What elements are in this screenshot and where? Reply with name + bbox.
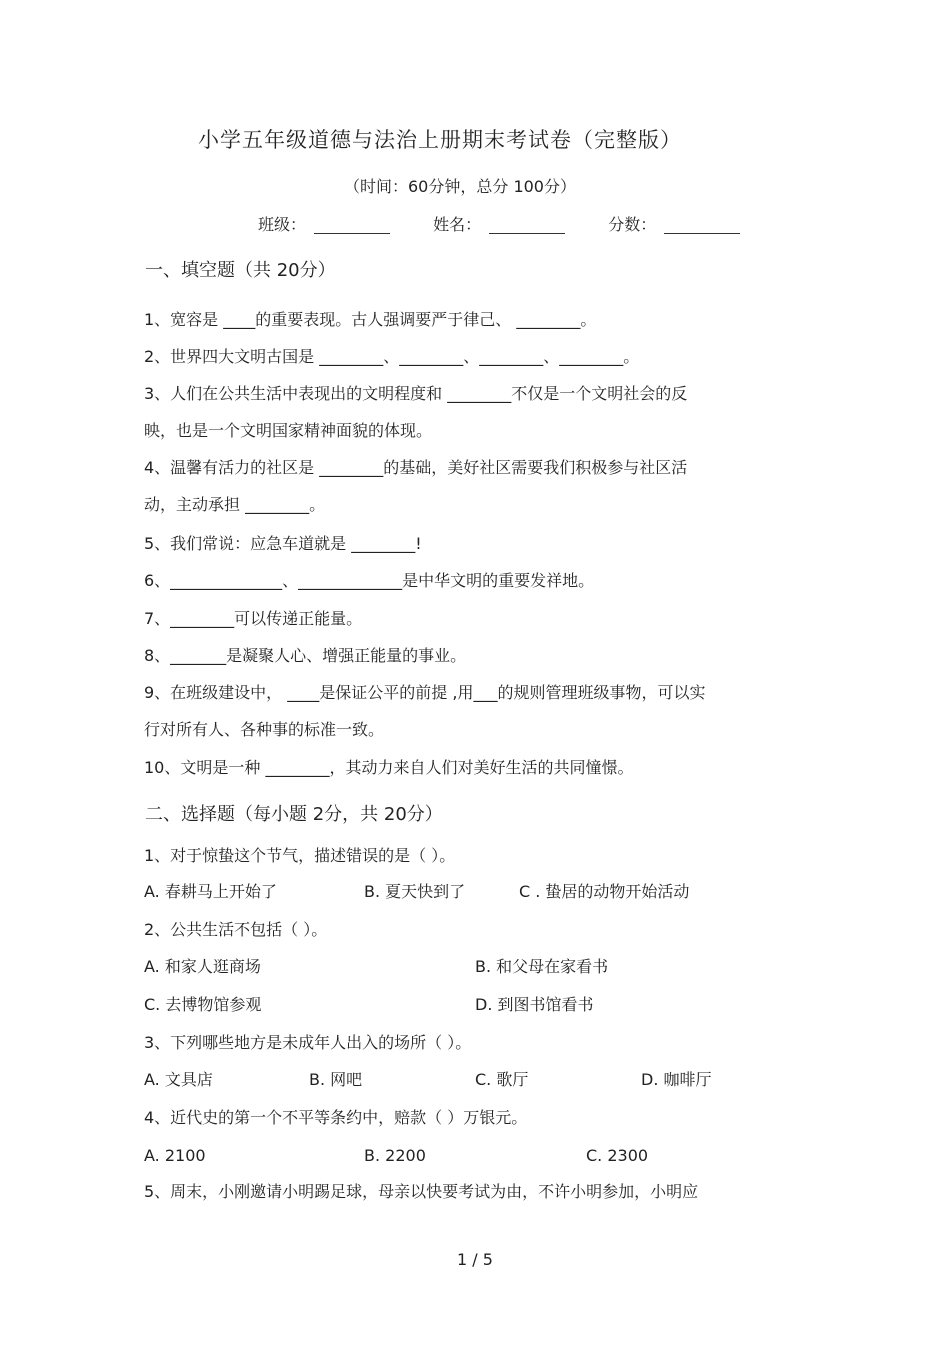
section-heading-multiple-choice: 二、选择题（每小题 2分，共 20分）: [145, 804, 443, 825]
fill-blank-line: 7、________可以传递正能量。: [144, 609, 363, 628]
page-number: 1 / 5: [457, 1250, 493, 1269]
exam-subtitle: （时间：60分钟，总分 100分）: [344, 177, 576, 196]
answer-option: A. 文具店: [144, 1070, 213, 1089]
fill-blank-line: 动，主动承担 ________。: [144, 495, 326, 514]
fill-blank-line: 6、______________、_____________是中华文明的重要发祥地。: [144, 571, 595, 590]
answer-option: A. 2100: [144, 1146, 206, 1165]
answer-option: C. 歌厅: [475, 1070, 529, 1089]
page-title: 小学五年级道德与法治上册期末考试卷（完整版）: [198, 128, 682, 152]
fill-blank-line: 映，也是一个文明国家精神面貌的体现。: [144, 421, 433, 440]
fill-blank-line: 行对所有人、各种事的标准一致。: [144, 720, 385, 739]
fill-blank-line: 2、世界四大文明古国是 ________、________、________、________。: [144, 347, 640, 366]
class-blank: [314, 215, 390, 234]
fill-blank-line: 4、温馨有活力的社区是 ________的基础，美好社区需要我们积极参与社区活: [144, 458, 688, 477]
fill-blank-line: 3、人们在公共生活中表现出的文明程度和 ________不仅是一个文明社会的反: [144, 384, 688, 403]
answer-option: C . 蛰居的动物开始活动: [519, 882, 690, 901]
answer-option: B. 网吧: [309, 1070, 363, 1089]
fill-blank-line: 1、宽容是 ____的重要表现。古人强调要严于律己、 ________。: [144, 310, 597, 329]
answer-option: C. 2300: [586, 1146, 649, 1165]
question-stem: 2、公共生活不包括（ ）。: [144, 920, 328, 939]
score-label: 分数：: [608, 215, 657, 234]
name-blank: [489, 215, 565, 234]
question-stem: 5、周末，小刚邀请小明踢足球，母亲以快要考试为由，不许小明参加，小明应: [144, 1182, 699, 1201]
answer-option: B. 夏天快到了: [364, 882, 466, 901]
fill-blank-line: 9、在班级建设中， ____是保证公平的前提 ,用___的规则管理班级事物，可以实: [144, 683, 706, 702]
section-heading-fill-blank: 一、填空题（共 20分）: [145, 260, 336, 281]
name-label: 姓名：: [433, 215, 482, 234]
question-stem: 4、近代史的第一个不平等条约中，赔款（ ）万银元。: [144, 1108, 528, 1127]
fill-blank-line: 8、_______是凝聚人心、增强正能量的事业。: [144, 646, 467, 665]
answer-option: D. 到图书馆看书: [475, 995, 594, 1014]
fill-blank-line: 5、我们常说：应急车道就是 ________!: [144, 534, 422, 553]
answer-option: B. 2200: [364, 1146, 426, 1165]
score-blank: [664, 215, 740, 234]
question-stem: 3、下列哪些地方是未成年人出入的场所（ ）。: [144, 1033, 472, 1052]
answer-option: A. 春耕马上开始了: [144, 882, 277, 901]
answer-option: A. 和家人逛商场: [144, 957, 261, 976]
fill-blank-line: 10、文明是一种 ________，其动力来自人们对美好生活的共同憧憬。: [144, 758, 634, 777]
question-stem: 1、对于惊蛰这个节气，描述错误的是（ ）。: [144, 846, 456, 865]
answer-option: C. 去博物馆参观: [144, 995, 262, 1014]
answer-option: B. 和父母在家看书: [475, 957, 609, 976]
student-info-row: [258, 212, 740, 235]
answer-option: D. 咖啡厅: [641, 1070, 712, 1089]
class-label: 班级：: [258, 215, 307, 234]
